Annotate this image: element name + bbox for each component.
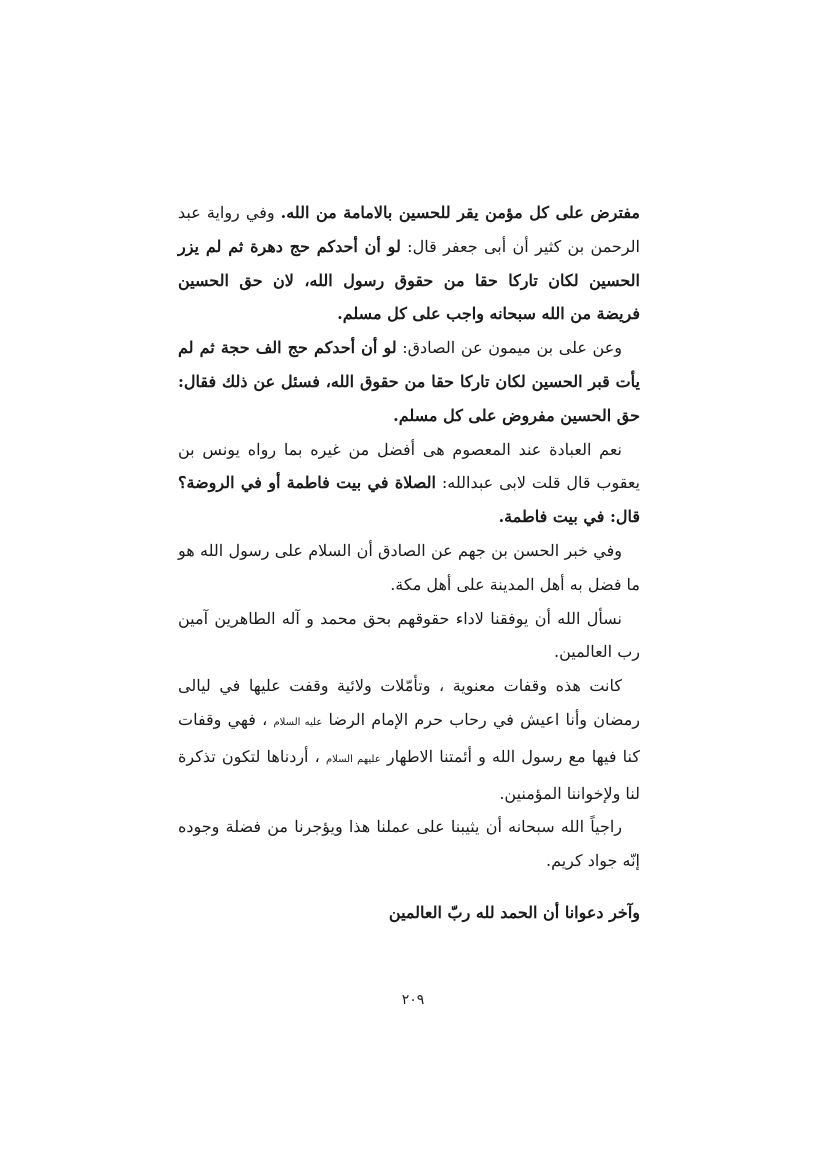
paragraph	[178, 669, 640, 810]
bold-text: لو أن أحدكم حج دهرة ثم لم يزر الحسين لكان تاركا حقا من حقوق رسول الله، لان حق الحسين فريضة من الله سبحانه واجب على كل مسلم.	[178, 236, 640, 324]
text-segment: نعم العبادة عند المعصوم هى أفضل من غيره بما رواه يونس بن يعقوب قال قلت لابى عبدالله:	[178, 439, 640, 493]
text-segment: كانت هذه وقفات معنوية ، وتأمّلات ولائية وقفت عليها في ليالى رمضان وأنا اعيش في رحاب حرم الإمام الرضا	[178, 676, 640, 729]
bold-text: لو أن أحدكم حج الف حجة ثم لم يأت قبر الحسين لكان تاركا حقا من حقوق الله، فسئل عن ذلك فقال: حق الحسين مفروض على كل مسلم.	[178, 338, 640, 425]
closing-line: وآخر دعوانا أن الحمد لله ربّ العالمين	[388, 903, 640, 922]
text-segment: نسأل الله أن يوفقنا لاداء حقوقهم بحق محمد و آله الطاهرين آمين رب العالمين.	[178, 608, 640, 662]
paragraph	[178, 196, 640, 331]
bold-text: الصلاة في بيت فاطمة أو في الروضة؟ قال: في بيت فاطمة.	[178, 473, 640, 527]
body-text	[178, 196, 640, 878]
text-segment: وعن على بن ميمون عن الصادق:	[396, 338, 622, 358]
paragraph	[178, 433, 640, 534]
bold-text: مفترض على كل مؤمن يقر للحسين بالامامة من الله.	[280, 203, 640, 222]
paragraph	[178, 810, 640, 878]
text-segment: ، فهي وقفات كنا فيها مع رسول الله و أئمتنا الاطهار	[178, 709, 640, 766]
paragraph	[178, 331, 640, 432]
text-segment: ، أردناها لتكون تذكرة لنا ولإخواننا المؤمنين.	[178, 746, 640, 803]
page-number: ٢٠٩	[401, 992, 425, 1008]
honorific-mark: عليهم السلام	[325, 753, 381, 765]
honorific-mark: عليه السلام	[273, 716, 323, 728]
text-segment: وفي خبر الحسن بن جهم عن الصادق أن السلام على رسول الله هو ما فضل به أهل المدينة على أهل مكة.	[178, 540, 640, 594]
paragraph	[178, 602, 640, 670]
text-segment: راجياً الله سبحانه أن يثيبنا على عملنا هذا ويؤجرنا من فضلة وجوده إنّه جواد كريم.	[178, 817, 640, 871]
text-segment: وفي رواية عبد الرحمن بن كثير أن أبى جعفر قال:	[178, 203, 640, 256]
paragraph	[178, 534, 640, 602]
